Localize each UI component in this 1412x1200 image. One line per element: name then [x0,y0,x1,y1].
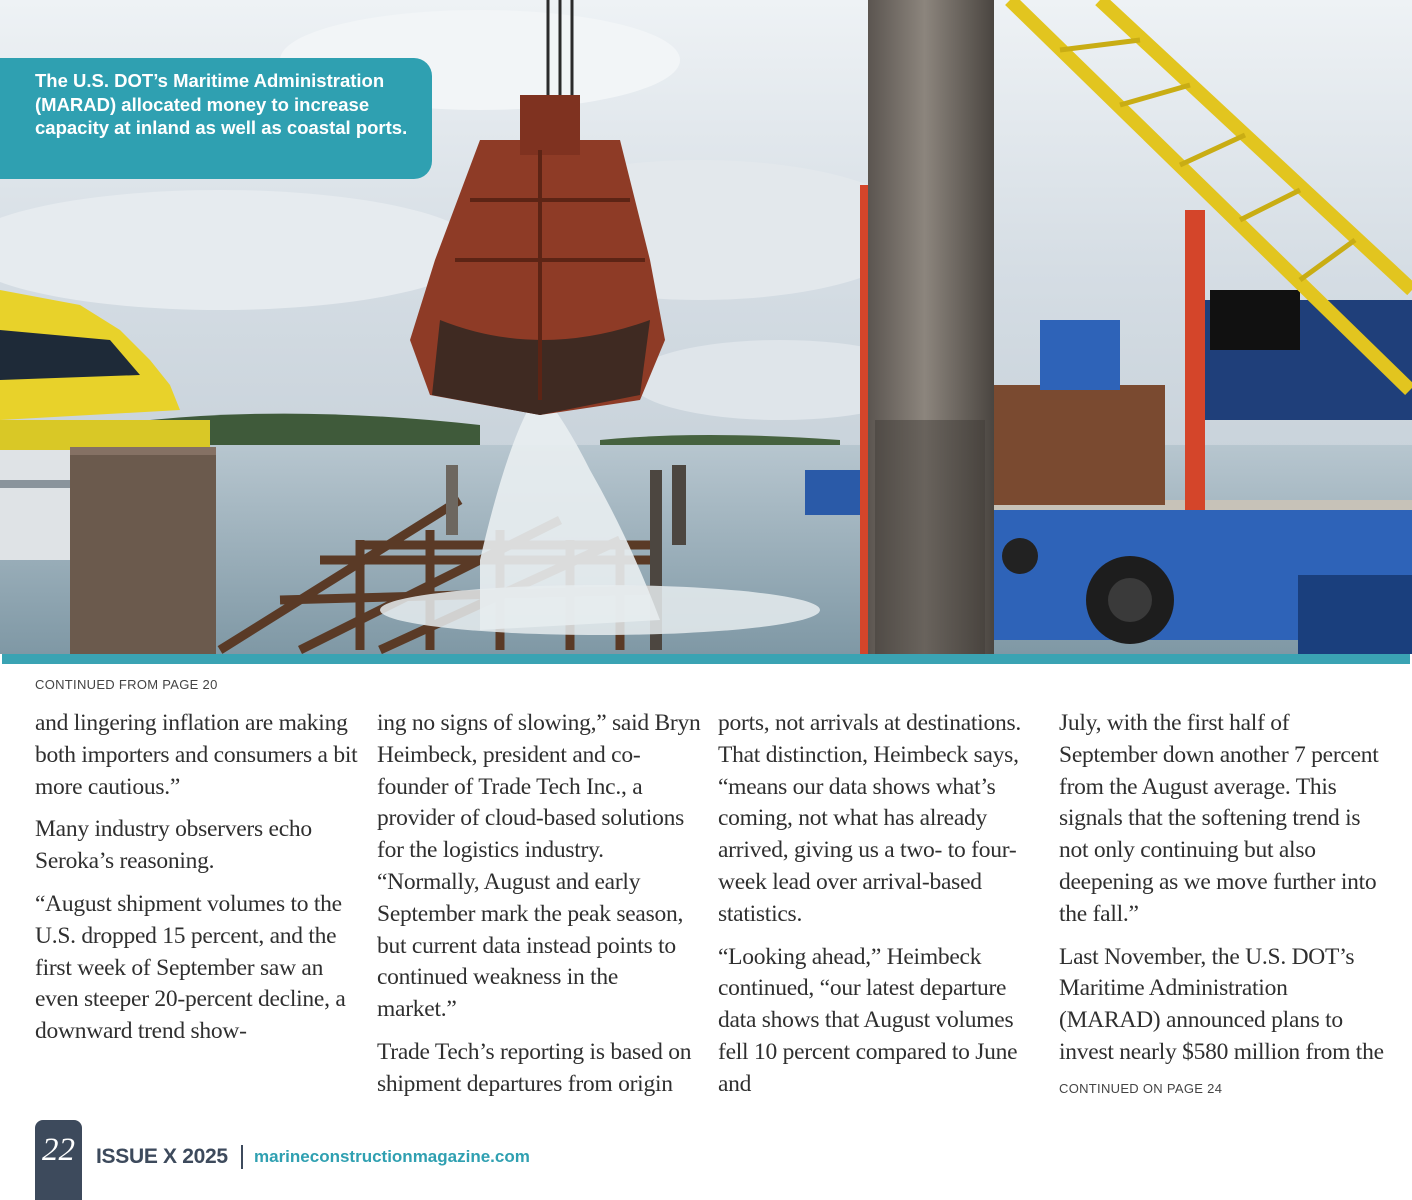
article-column-3 [718,708,1044,1112]
page-number-tab [35,1120,82,1200]
paragraph: July, with the first half of September down another 7 percent from the August average. This signals that the softening trend is not only continuing but also deepening as we move further into the fall.” [1059,710,1379,927]
article-column-1 [35,708,361,1059]
continued-on-label: CONTINUED ON PAGE 24 [1059,1081,1223,1096]
paragraph: “August shipment volumes to the U.S. dropped 15 percent, and the first week of September saw an even steeper 20-percent decline, a downward trend show- [35,890,346,1045]
photo-divider [2,654,1410,664]
paragraph: and lingering inflation are making both importers and consumers a bit more cautious.” [35,710,358,800]
photo-caption-box [0,58,432,179]
page-number: 22 [42,1132,75,1168]
issue-label: ISSUE X 2025 [96,1145,228,1168]
paragraph: “Looking ahead,” Heimbeck continued, “our latest departure data shows that August volumes fell 10 percent compared to June and [718,943,1018,1097]
website-link[interactable]: marineconstructionmagazine.com [254,1147,530,1166]
paragraph: Trade Tech’s reporting is based on shipment departures from origin [377,1038,692,1097]
paragraph: ing no signs of slowing,” said Bryn Heimbeck, president and co-founder of Trade Tech Inc., a provider of cloud-based solutions for the logistics industry. “Normally, August and early September mark the peak season, but current data instead points to continued weakness in the market.” [377,710,701,1023]
photo-caption: The U.S. DOT’s Maritime Administration (MARAD) allocated money to increase capacity at inland as well as coastal ports. [35,70,408,138]
footer-separator [241,1145,243,1169]
continued-from-label: CONTINUED FROM PAGE 20 [35,677,218,692]
article-column-4 [1059,708,1385,1080]
paragraph: Last November, the U.S. DOT’s Maritime Administration (MARAD) announced plans to invest nearly $580 million from the [1059,943,1384,1065]
article-column-2 [377,708,703,1112]
paragraph: ports, not arrivals at destinations. That distinction, Heimbeck says, “means our data shows what’s coming, not what has already arrived, giving us a two- to four-week lead over arrival-based statistics. [718,710,1021,927]
paragraph: Many industry observers echo Seroka’s reasoning. [35,816,312,875]
